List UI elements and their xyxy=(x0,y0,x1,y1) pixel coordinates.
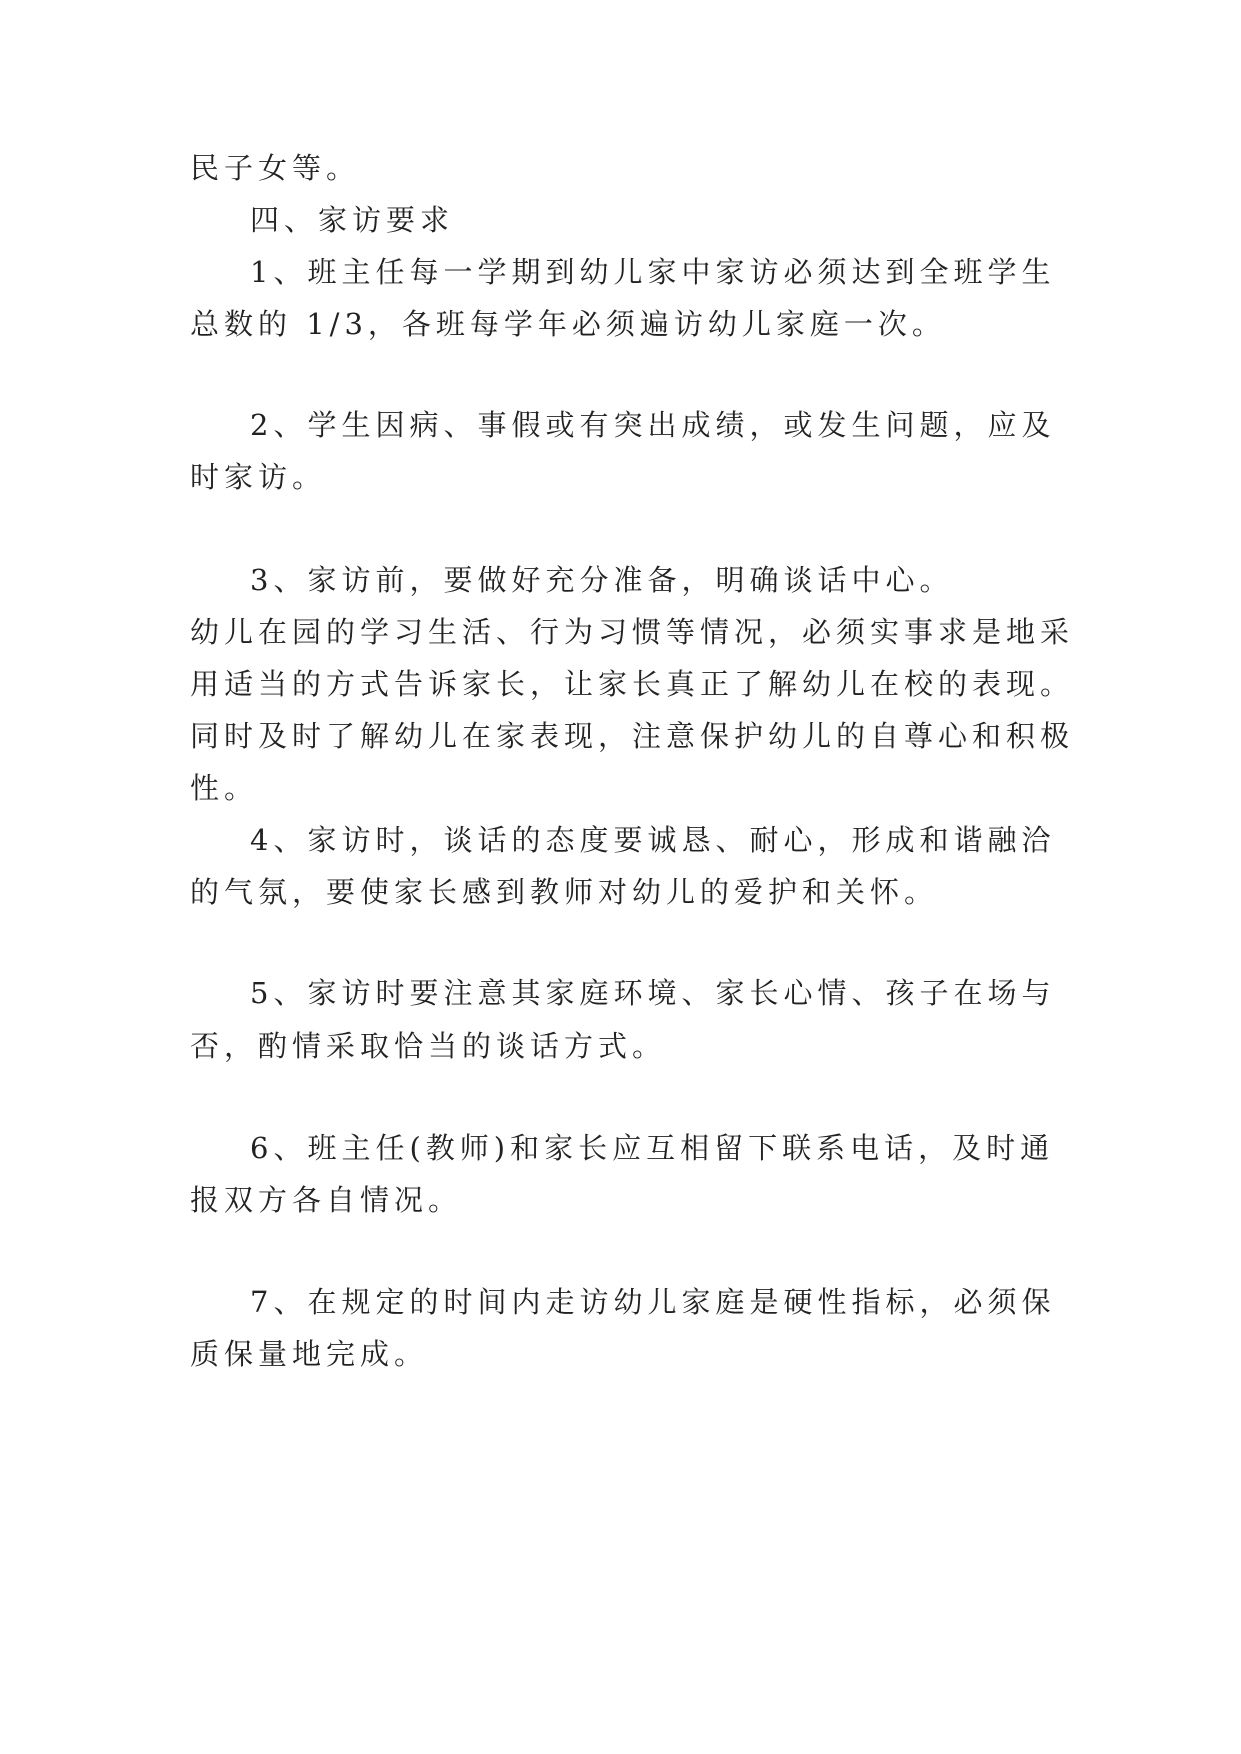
text-line: 的气氛，要使家长感到教师对幼儿的爱护和关怀。 xyxy=(190,875,939,909)
text-line: 2、学生因病、事假或有突出成绩，或发生问题，应及 xyxy=(250,408,1056,442)
text-line: 报双方各自情况。 xyxy=(190,1183,463,1217)
text-line: 民子女等。 xyxy=(190,151,361,185)
text-line: 性。 xyxy=(190,771,259,805)
text-line: 3、家访前，要做好充分准备，明确谈话中心。 xyxy=(250,563,954,597)
text-line: 用适当的方式告诉家长，让家长真正了解幼儿在校的表现。 xyxy=(190,667,1075,701)
text-line: 时家访。 xyxy=(190,460,327,494)
text-line: 总数的 1/3，各班每学年必须遍访幼儿家庭一次。 xyxy=(190,307,946,341)
text-line: 6、班主任(教师)和家长应互相留下联系电话，及时通 xyxy=(250,1131,1055,1165)
text-line: 4、家访时，谈话的态度要诚恳、耐心，形成和谐融洽 xyxy=(250,823,1056,857)
text-line: 7、在规定的时间内走访幼儿家庭是硬性指标，必须保 xyxy=(250,1285,1056,1319)
text-line: 5、家访时要注意其家庭环境、家长心情、孩子在场与 xyxy=(250,976,1056,1010)
text-line: 1、班主任每一学期到幼儿家中家访必须达到全班学生 xyxy=(250,255,1056,289)
text-line: 同时及时了解幼儿在家表现，注意保护幼儿的自尊心和积极 xyxy=(190,719,1075,753)
section-heading: 四、家访要求 xyxy=(250,203,455,237)
text-line: 幼儿在园的学习生活、行为习惯等情况，必须实事求是地采 xyxy=(190,615,1075,649)
text-line: 否，酌情采取恰当的谈话方式。 xyxy=(190,1029,667,1063)
text-line: 质保量地完成。 xyxy=(190,1337,429,1371)
